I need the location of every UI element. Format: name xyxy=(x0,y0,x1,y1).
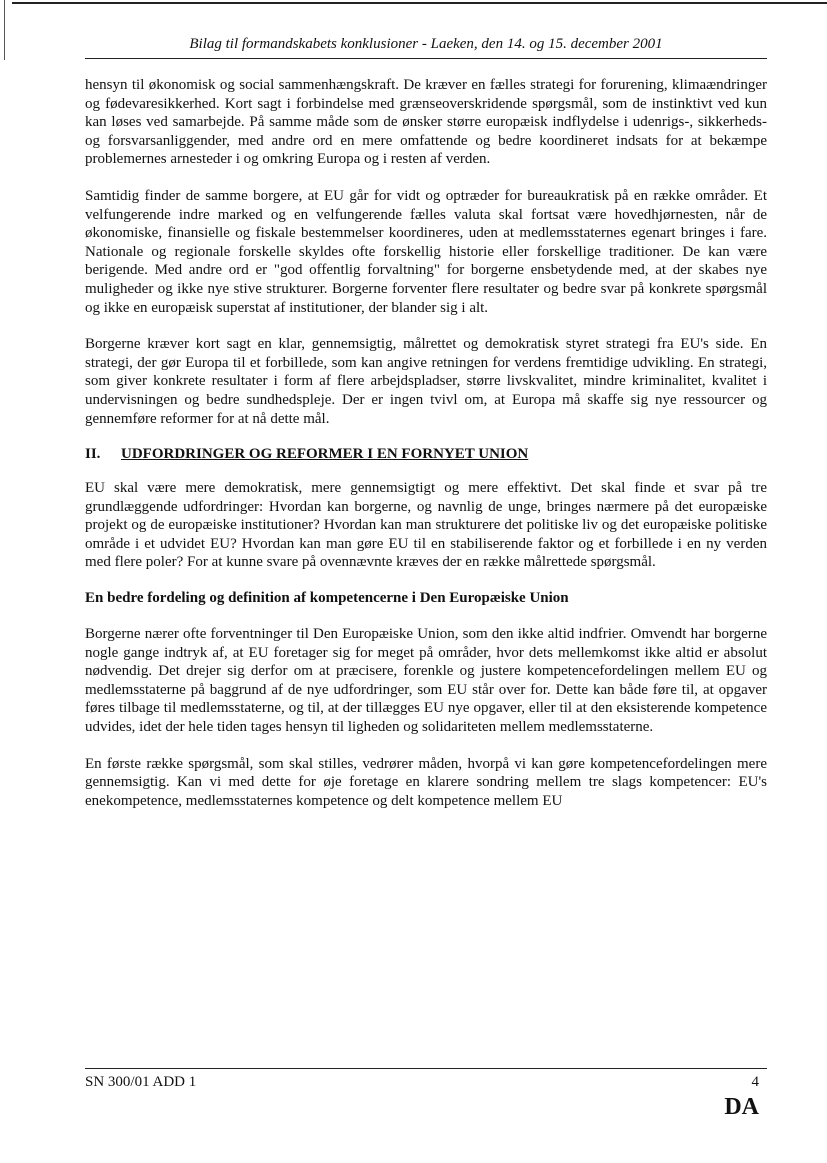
document-body xyxy=(85,76,767,828)
document-reference: SN 300/01 ADD 1 xyxy=(85,1074,197,1090)
language-code: DA xyxy=(724,1094,759,1120)
section-title: UDFORDRINGER OG REFORMER I EN FORNYET UNION xyxy=(121,446,529,463)
header-rule xyxy=(85,58,767,59)
top-border-rule xyxy=(12,2,827,4)
paragraph-1: hensyn til økonomisk og social sammenhængskraft. De kræver en fælles strategi for forurening, klimaændringer og fødevaresikkerhed. Kort sagt i forbindelse med grænseoverskridende spørgsmål, som de instinktivt ved kun kan løses ved samarbejde. På samme måde som de ønsker større europæisk indflydelse i udenrigs-, sikkerheds- og forsvarsanliggender, med andre ord en mere omfattende og bedre koordineret indsats for at bekæmpe problemernes arnesteder i og omkring Europa og i resten af verden. xyxy=(85,77,767,168)
left-margin-mark xyxy=(4,0,5,60)
section-paragraph-1: EU skal være mere demokratisk, mere gennemsigtigt og mere effektivt. Det skal finde et svar på tre grundlæggende udfordringer: Hvordan kan borgerne, og navnlig de unge, bringes nærmere på det europæiske projekt og de europæiske institutioner? Hvordan kan man strukturere det politiske liv og det europæiske politiske område i et udvidet EU? Hvordan kan man gøre EU til en stabiliserende faktor og et forbillede i en ny verden med flere poler? For at kunne svare på ovennævnte kræves der en række målrettede spørgsmål. xyxy=(85,480,767,571)
subheading: En bedre fordeling og definition af kompetencerne i Den Europæiske Union xyxy=(85,590,569,607)
page-number: 4 xyxy=(751,1074,759,1090)
paragraph-3: Borgerne kræver kort sagt en klar, gennemsigtig, målrettet og demokratisk styret strategi fra EU's side. En strategi, der gør Europa til et forbillede, som kan angive retningen for verdens fremtidige udvikling. En strategi, som giver konkrete resultater i form af flere arbejdspladser, større livskvalitet, mindre kriminalitet, kvalitet i undervisningen og bedre sundhedspleje. Der er ingen tvivl om, at Europa må skaffe sig nye ressourcer og gennemføre reformer for at nå dette mål. xyxy=(85,336,767,427)
section-heading xyxy=(85,446,767,463)
running-header: Bilag til formandskabets konklusioner - Laeken, den 14. og 15. december 2001 xyxy=(189,36,663,52)
paragraph-2: Samtidig finder de samme borgere, at EU går for vidt og optræder for bureaukratisk på en række områder. Et velfungerende indre marked og en velfungerende fælles valuta skal fortsat være hovedhjørnesten, når de økonomiske, finansielle og fiskale bestemmelser koordineres, uden at medlemsstaternes egenart bringes i fare. Nationale og regionale forskelle skyldes ofte forskellig historie eller forskellige traditioner. De kan være berigende. Med andre ord er "god offentlig forvaltning" for borgerne ensbetydende med, at der skabes nye muligheder og ikke nye stive strukturer. Borgerne forventer flere resultater og bedre svar på konkrete spørgsmål og ikke en europæisk superstat af institutioner, der blander sig i alt. xyxy=(85,187,767,316)
sub-paragraph-1: Borgerne nærer ofte forventninger til Den Europæiske Union, som den ikke altid indfrier. Omvendt har borgerne nogle gange indtryk af, at EU foretager sig for meget på områder, hvor dets mellemkomst ikke altid er absolut nødvendig. Det drejer sig derfor om at præcisere, forenkle og justere kompetencefordelingen mellem EU og medlemsstaterne på baggrund af de nye udfordringer, som EU står over for. Dette kan både føre til, at opgaver føres tilbage til medlemsstaterne, og til, at der tillægges EU nye opgaver, eller til at den eksisterende kompetence udvides, idet der hele tiden tages hensyn til ligheden og solidariteten mellem medlemsstaterne. xyxy=(85,626,767,736)
sub-paragraph-2: En første række spørgsmål, som skal stilles, vedrører måden, hvorpå vi kan gøre kompetencefordelingen mere gennemsigtig. Kan vi med dette for øje foretage en klarere sondring mellem tre slags kompetencer: EU's enekompetence, medlemsstaternes kompetence og delt kompetence mellem EU xyxy=(85,755,767,809)
footer-rule xyxy=(85,1068,767,1069)
section-number: II. xyxy=(85,446,101,463)
